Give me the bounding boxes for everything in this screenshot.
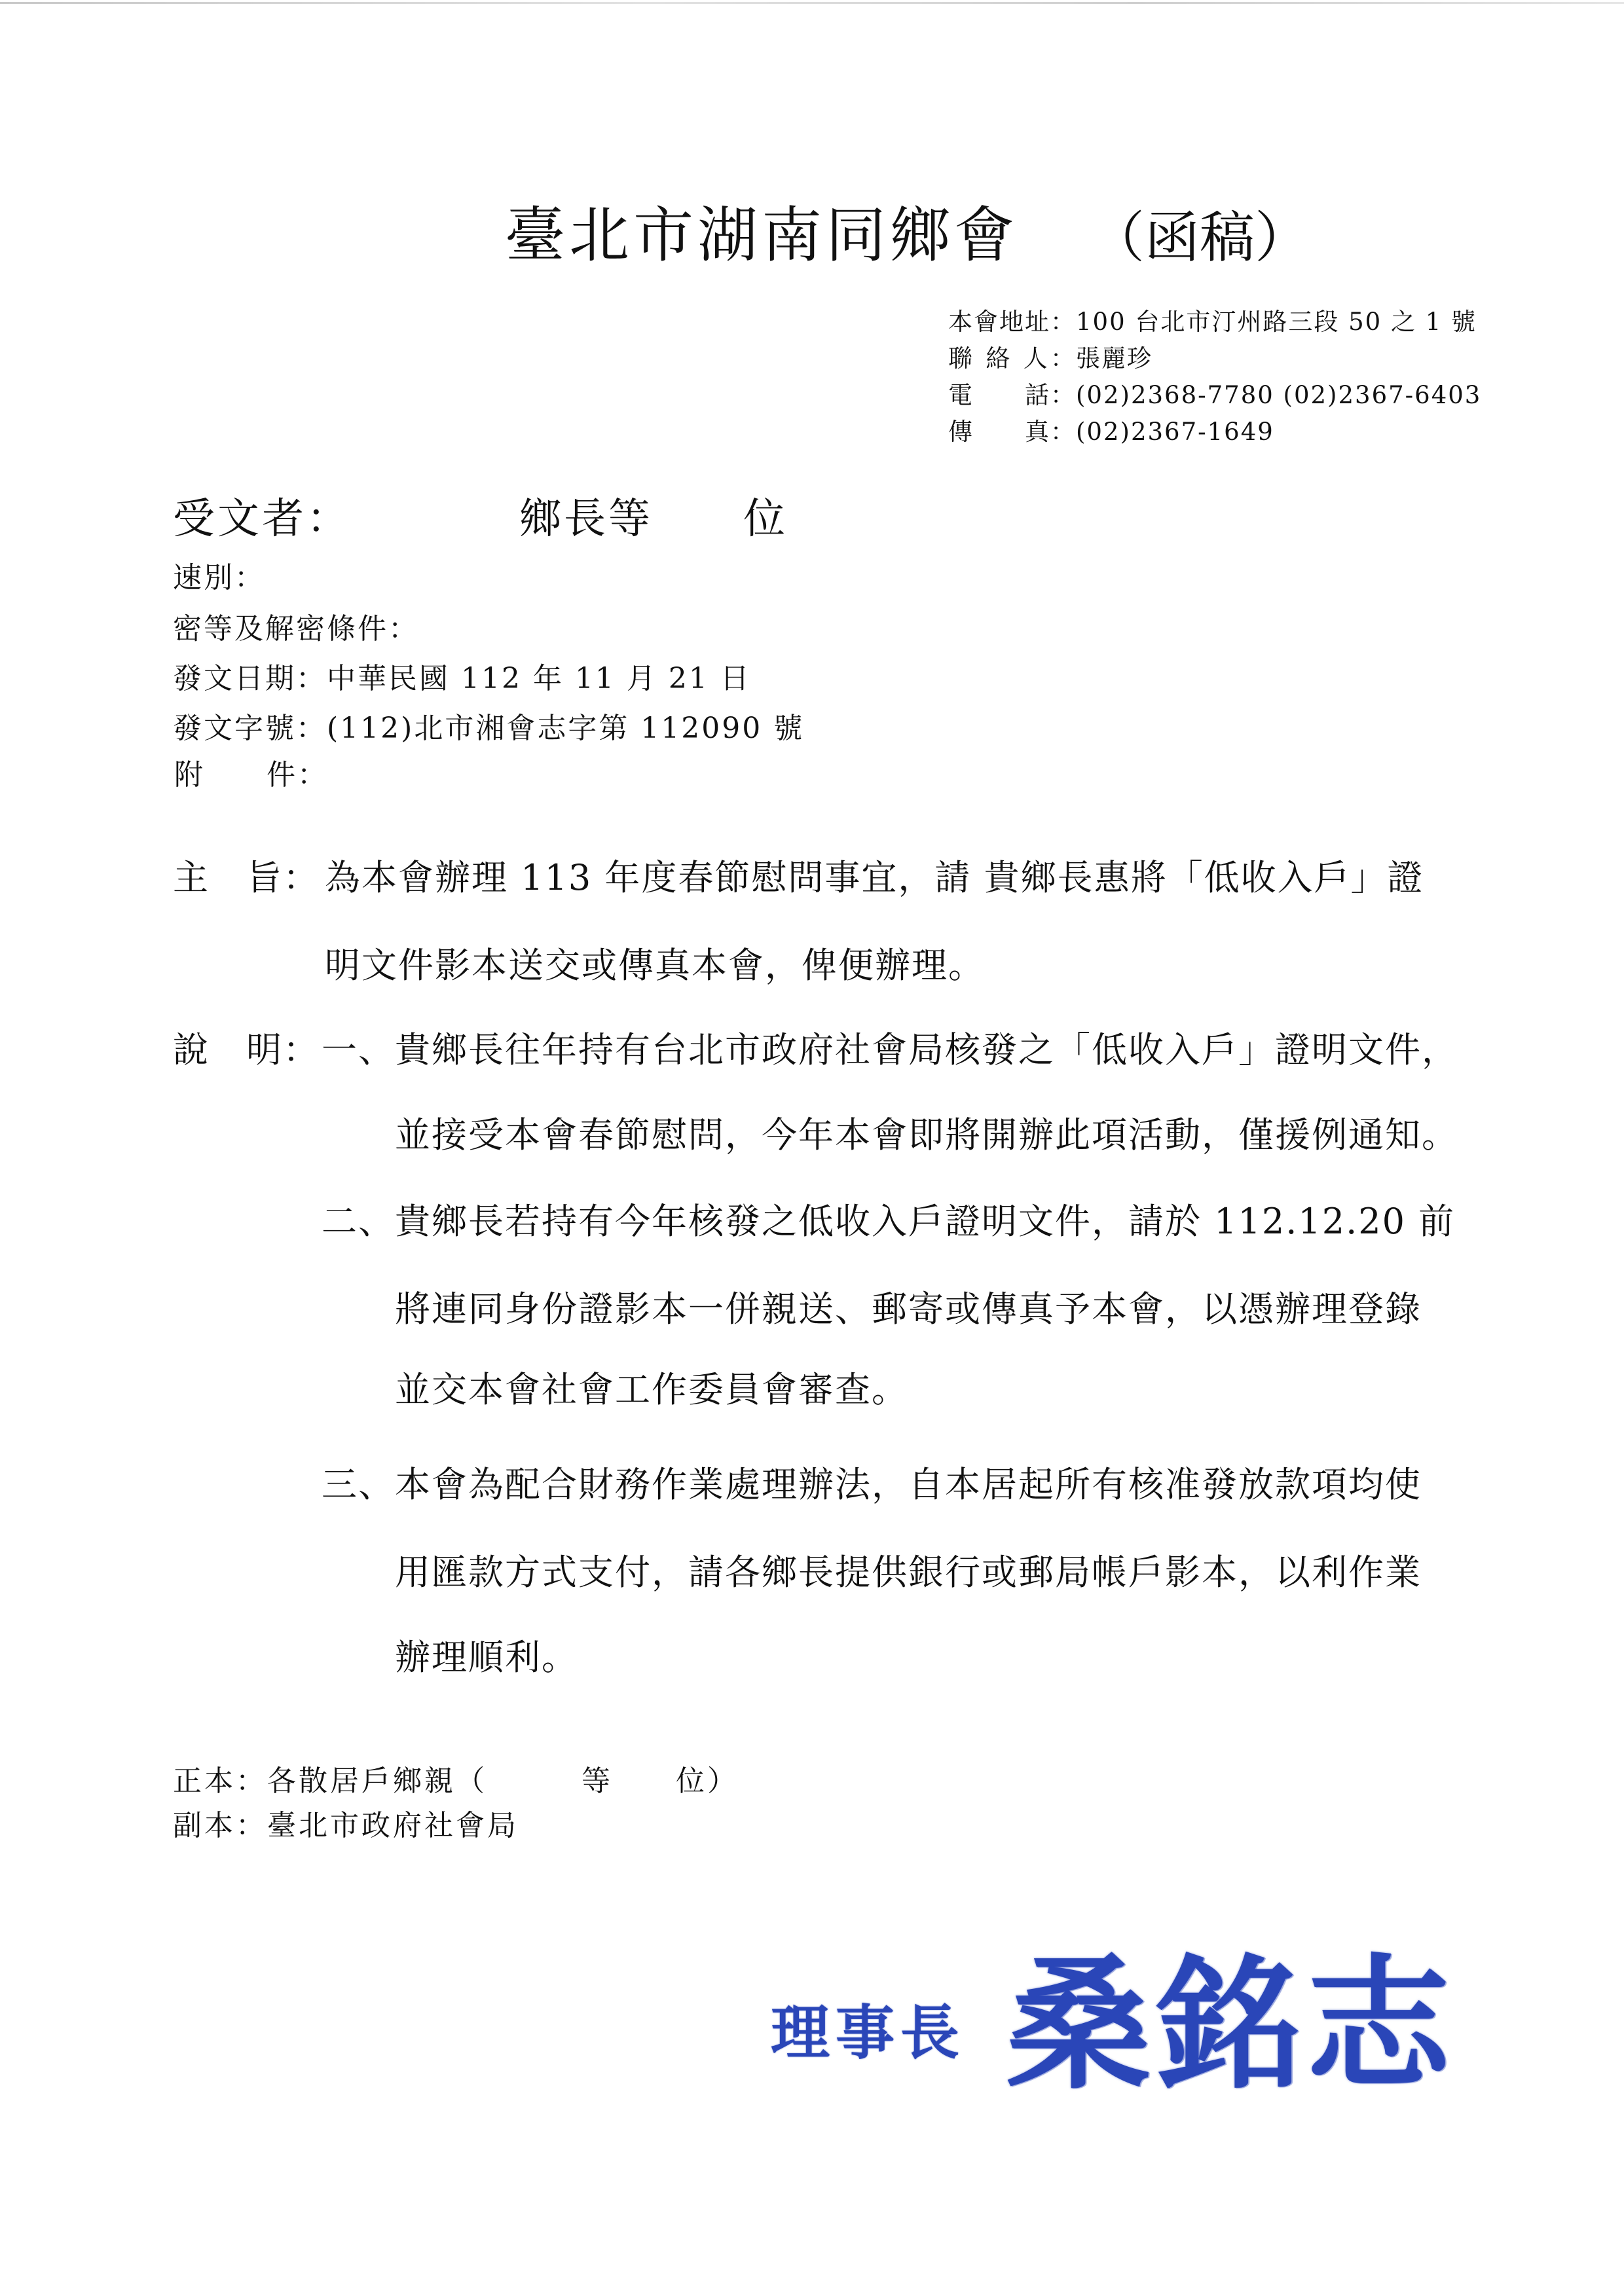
contact-address-row — [948, 304, 1481, 340]
recipient-label: 受文者： — [173, 495, 351, 543]
classification-label: 密等及解密條件： — [173, 612, 419, 646]
document-type-label: （函稿） — [1090, 206, 1310, 270]
address-value: 100 台北市汀州路三段 50 之 1 號 — [1076, 308, 1477, 336]
item-marker: 二、 — [322, 1201, 395, 1242]
recipient-name: 鄉長等 — [519, 495, 653, 543]
item-line: 貴鄉長若持有今年核發之低收入戶證明文件，請於 112.12.20 前 — [395, 1201, 1456, 1242]
chairman-name-stamp: 桑銘志 — [1006, 1939, 1457, 2109]
issue-date-label: 發文日期： — [173, 662, 327, 695]
attachment-label: 附 件： — [174, 758, 328, 792]
contact-person-row — [948, 340, 1481, 377]
speed-field — [173, 558, 265, 598]
subject-label: 主 旨： — [173, 857, 320, 898]
item-marker: 一、 — [322, 1029, 395, 1070]
address-label: 本會地址： — [948, 308, 1076, 336]
item-line: 貴鄉長往年持有台北市政府社會局核發之「低收入戶」證明文件， — [395, 1029, 1458, 1070]
contact-fax-row — [948, 414, 1481, 450]
speed-label: 速別： — [173, 561, 265, 594]
issue-date-field — [173, 659, 751, 699]
item-line: 用匯款方式支付，請各鄉長提供銀行或郵局帳戶影本，以利作業 — [395, 1552, 1422, 1593]
item-marker: 三、 — [322, 1464, 395, 1505]
subject-line: 明文件影本送交或傳真本會，俾便辦理。 — [325, 945, 985, 986]
contact-info — [948, 304, 1481, 450]
item-line: 將連同身份證影本一併親送、郵寄或傳真予本會，以憑辦理登錄 — [395, 1288, 1422, 1330]
attachment-field — [174, 756, 328, 795]
scan-edge-line — [0, 2, 1624, 4]
recipient-unit: 位 — [743, 495, 788, 543]
original-recipients: 正本：各散居戶鄉親（ 等 位） — [173, 1764, 739, 1798]
fax-value: (02)2367-1649 — [1076, 418, 1274, 446]
item-line: 並交本會社會工作委員會審查。 — [395, 1369, 908, 1410]
chairman-title-stamp: 理事長 — [771, 1998, 965, 2068]
reference-number-value: (112)北市湘會志字第 112090 號 — [327, 712, 805, 745]
contact-person-value: 張麗珍 — [1076, 344, 1153, 373]
subject-line: 為本會辦理 113 年度春節慰問事宜，請 貴鄉長惠將「低收入戶」證 — [325, 857, 1424, 898]
issue-date-value: 中華民國 112 年 11 月 21 日 — [327, 662, 751, 695]
reference-number-field — [173, 709, 804, 748]
contact-person-label: 聯 絡 人： — [948, 344, 1076, 373]
phone-label: 電 話： — [948, 381, 1076, 409]
explanation-label: 說 明： — [173, 1029, 320, 1070]
reference-number-label: 發文字號： — [173, 712, 327, 745]
contact-phone-row — [948, 377, 1481, 414]
classification-field — [173, 610, 419, 649]
copy-recipients: 副本：臺北市政府社會局 — [173, 1809, 519, 1842]
item-line: 辦理順利。 — [395, 1637, 578, 1678]
document-title: 臺北市湖南同鄉會 — [505, 200, 1019, 270]
item-line: 並接受本會春節慰問，今年本會即將開辦此項活動，僅援例通知。 — [395, 1114, 1458, 1156]
fax-label: 傳 真： — [948, 418, 1076, 446]
item-line: 本會為配合財務作業處理辦法，自本居起所有核准發放款項均使 — [395, 1464, 1422, 1505]
phone-value: (02)2368-7780 (02)2367-6403 — [1076, 381, 1482, 409]
